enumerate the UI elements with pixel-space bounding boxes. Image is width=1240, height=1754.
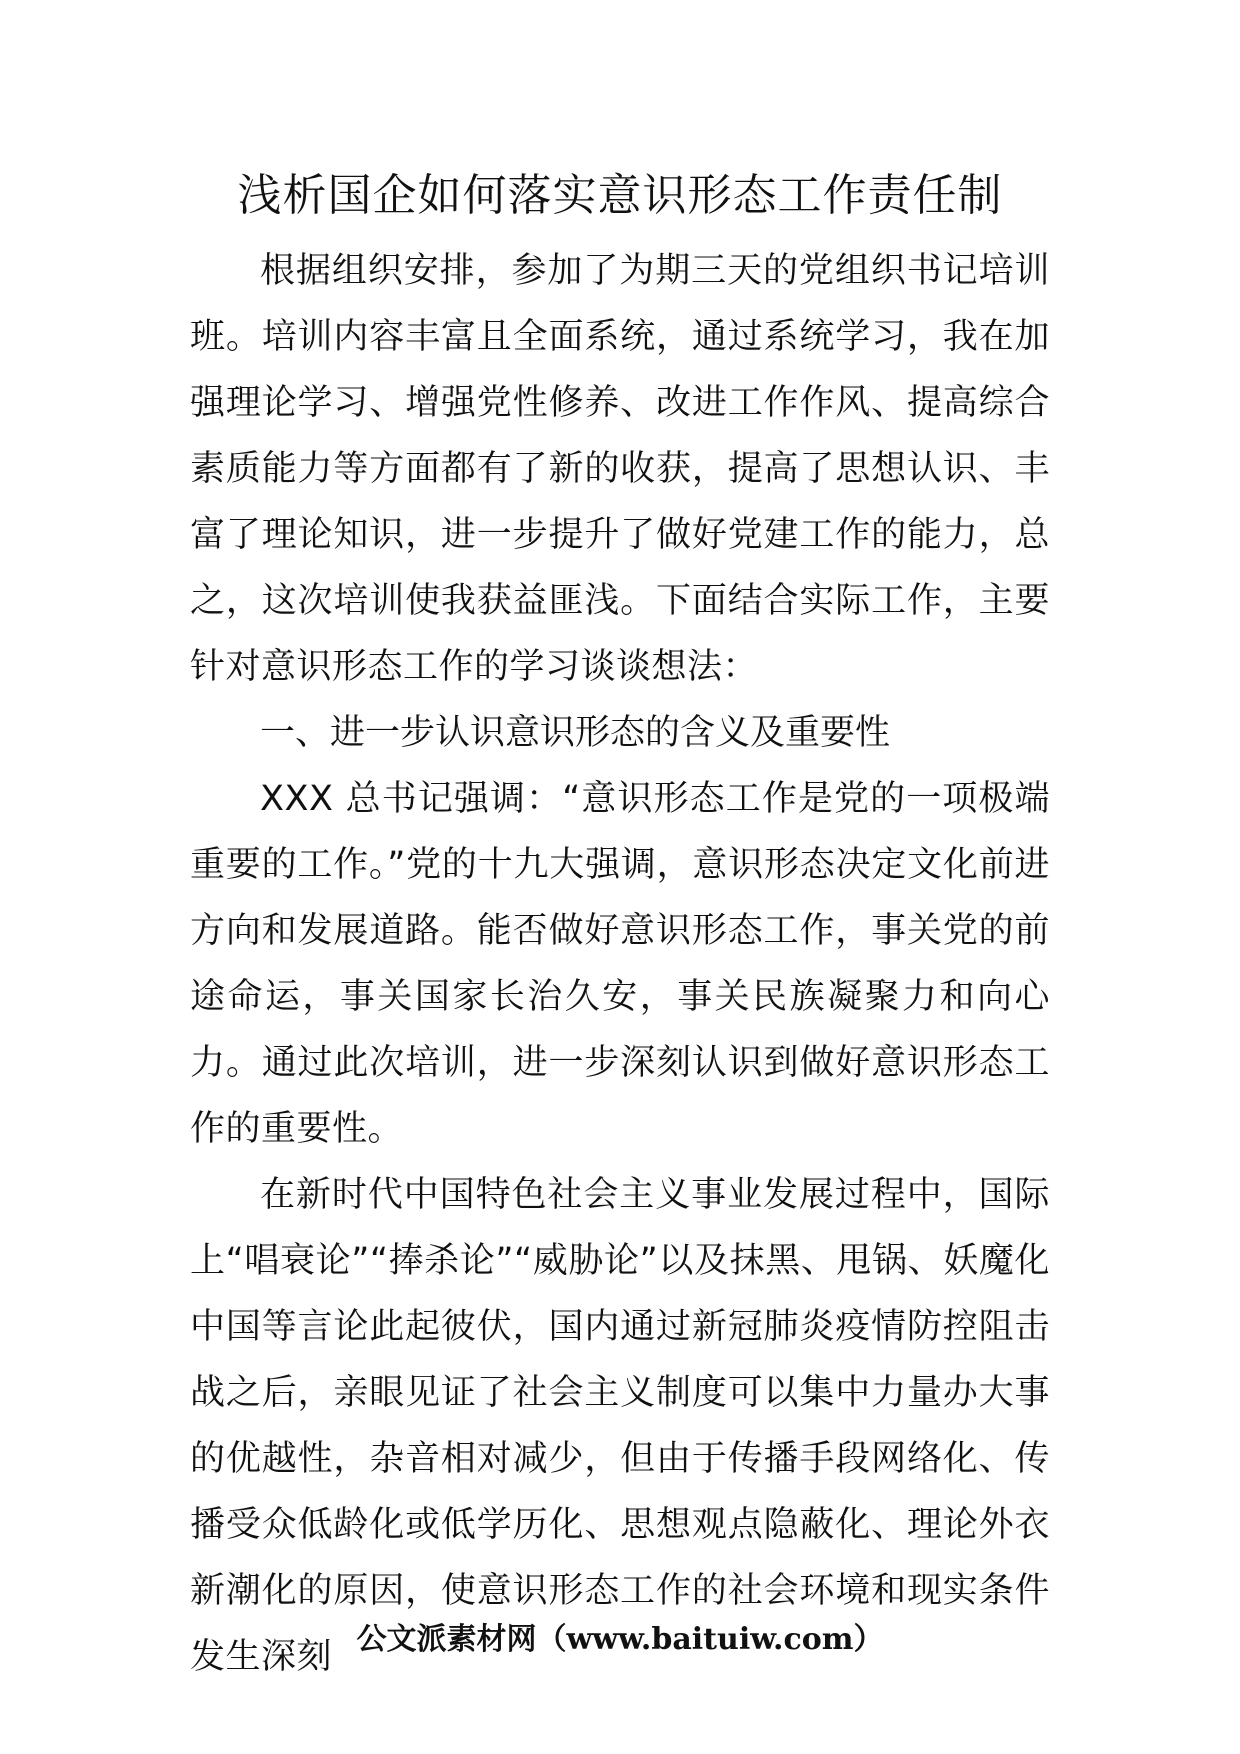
document-body — [190, 238, 1050, 1690]
document-title: 浅析国企如何落实意识形态工作责任制 — [237, 170, 1003, 221]
section-heading-1: 一、进一步认识意识形态的含义及重要性 — [260, 713, 891, 753]
paragraph-quote: XXX 总书记强调：“意识形态工作是党的一项极端重要的工作。”党的十九大强调，意识形态决定文化前进方向和发展道路。能否做好意识形态工作，事关党的前途命运，事关国家长治久安，事关民族凝聚力和向心力。通过此次培训，进一步深刻认识到做好意识形态工作的重要性。 — [190, 779, 1050, 1149]
paragraph-intro: 根据组织安排，参加了为期三天的党组织书记培训班。培训内容丰富且全面系统，通过系统学习，我在加强理论学习、增强党性修养、改进工作作风、提高综合素质能力等方面都有了新的收获，提高了思想认识、丰富了理论知识，进一步提升了做好党建工作的能力，总之，这次培训使我获益匪浅。下面结合实际工作，主要针对意识形态工作的学习谈谈想法： — [190, 251, 1050, 687]
paragraph-context: 在新时代中国特色社会主义事业发展过程中，国际上“唱衰论”“捧杀论”“威胁论”以及抹黑、甩锅、妖魔化中国等言论此起彼伏，国内通过新冠肺炎疫情防控阻击战之后，亲眼见证了社会主义制度可以集中力量办大事的优越性，杂音相对减少，但由于传播手段网络化、传播受众低龄化或低学历化、思想观点隐蔽化、理论外衣新潮化的原因，使意识形态工作的社会环境和现实条件发生深刻 — [190, 1175, 1050, 1677]
footer-watermark: 公文派素材网（www.baituiw.com） — [356, 1622, 884, 1657]
